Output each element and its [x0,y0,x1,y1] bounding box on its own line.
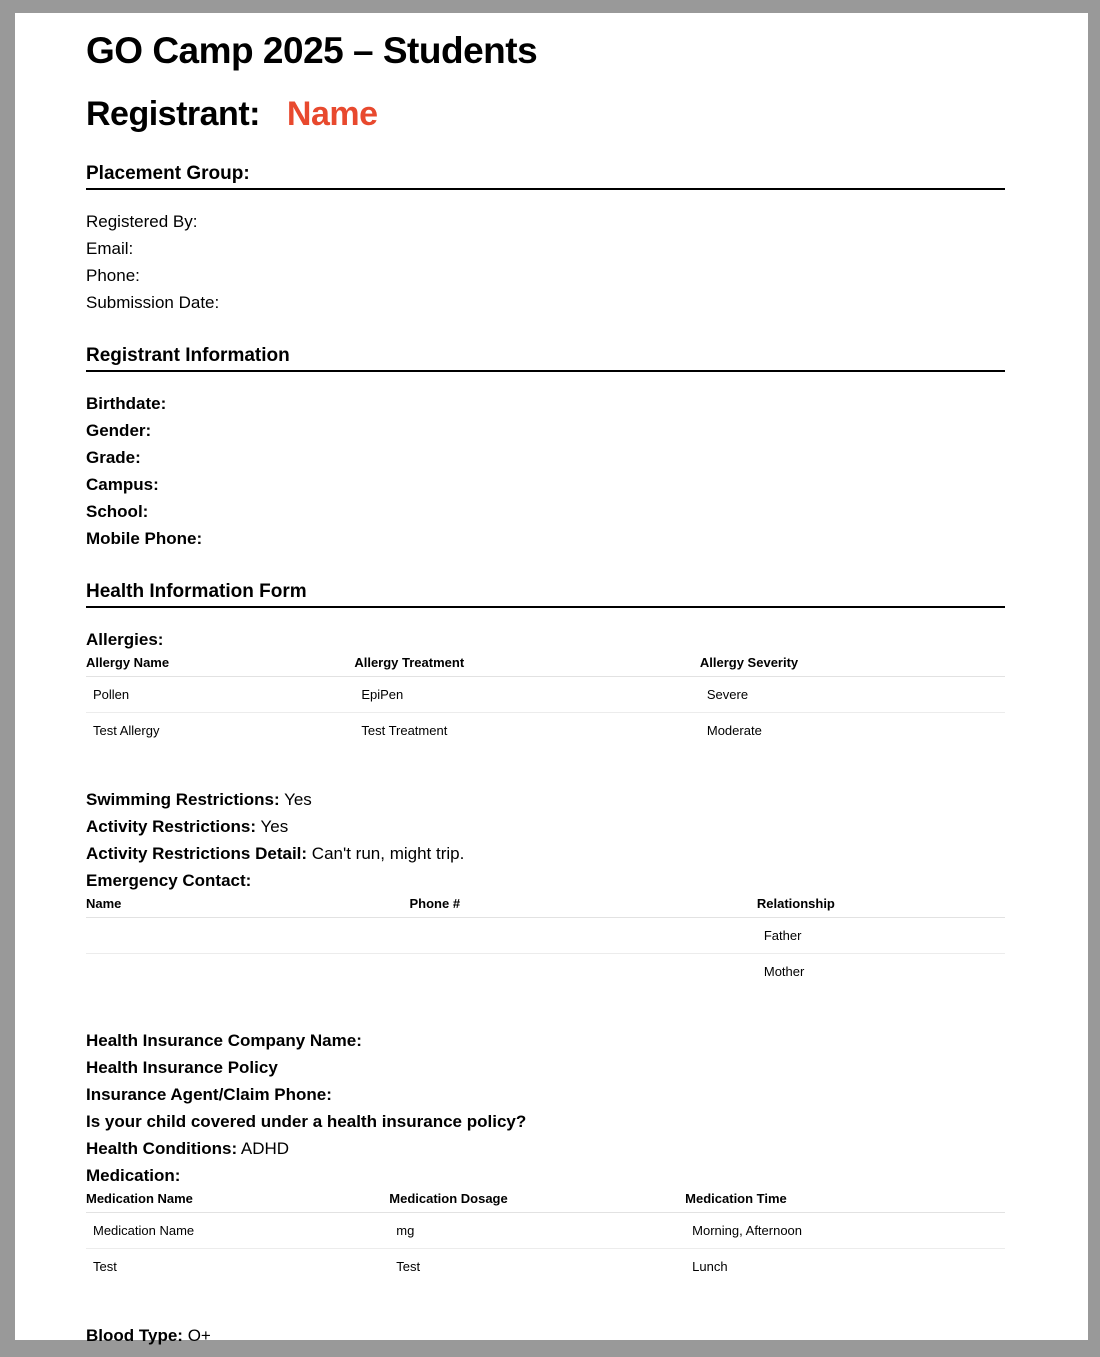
field-value: O+ [187,1325,211,1345]
field-label: Emergency Contact: [86,870,252,890]
field-value: Yes [260,816,289,836]
field-gender [86,417,1005,444]
field-label: Phone: [86,265,140,285]
registrant-info-fields [86,390,1005,552]
table-cell: EpiPen [361,686,404,702]
page-title: GO Camp 2025 – Students [86,30,538,71]
field-label: Health Insurance Company Name: [86,1030,362,1050]
table-row [86,917,1005,953]
column-header-phone: Phone # [409,896,756,918]
field-mobile-phone [86,525,1005,552]
field-label: Mobile Phone: [86,528,203,548]
blood-type-row [86,1322,1005,1349]
column-header-medication-name: Medication Name [86,1191,389,1213]
document-page [15,13,1088,1345]
field-health-conditions [86,1135,1005,1162]
field-swimming-restrictions [86,786,1005,813]
column-header-medication-time: Medication Time [685,1191,1005,1213]
field-campus [86,471,1005,498]
field-label: Grade: [86,447,141,467]
table-cell: Pollen [93,686,130,702]
field-insurance-covered-question [86,1108,1005,1135]
field-email [86,235,1005,262]
column-header-medication-dosage: Medication Dosage [389,1191,685,1213]
field-label: Blood Type: [86,1325,183,1345]
table-row [86,1212,1005,1248]
table-cell [409,953,756,989]
field-label: Submission Date: [86,292,220,312]
field-value: Can't run, might trip. [311,843,465,863]
field-activity-restrictions [86,813,1005,840]
table-cell [86,953,409,989]
insurance-fields [86,1027,1005,1189]
table-cell: Lunch [685,1248,1005,1284]
table-header-row [86,655,1005,677]
field-label: Medication: [86,1165,181,1185]
field-phone [86,262,1005,289]
field-label: Activity Restrictions: [86,816,257,836]
field-label: Campus: [86,474,159,494]
column-header-relationship: Relationship [757,896,1005,918]
emergency-contact-label [86,867,1005,894]
field-label: Health Conditions: [86,1138,238,1158]
table-row [86,712,1005,748]
field-submission-date [86,289,1005,316]
field-registered-by [86,208,1005,235]
table-cell: mg [396,1222,415,1238]
field-label: Gender: [86,420,152,440]
restriction-fields [86,786,1005,894]
field-label: Allergies: [86,629,164,649]
allergies-label-row [86,626,1005,653]
field-label: Is your child covered under a health insurance policy? [86,1111,527,1131]
field-label: Swimming Restrictions: [86,789,280,809]
allergies-label [86,626,1005,653]
table-cell: Father [763,927,802,943]
field-grade [86,444,1005,471]
table-cell: Test [389,1248,685,1284]
column-header-name: Name [86,896,409,918]
table-cell: Moderate [700,712,1005,748]
registrant-name: Name [286,94,378,133]
table-cell: Mother [757,953,1005,989]
field-birthdate [86,390,1005,417]
field-label: Birthdate: [86,393,167,413]
table-cell: Severe [706,686,749,702]
table-cell: Test [86,1248,389,1284]
field-value: Yes [284,789,312,809]
medication-table [86,1191,1005,1284]
allergies-table [86,655,1005,748]
section-heading-registrant-information: Registrant Information [86,346,1005,372]
registrant-label: Registrant: [86,94,260,133]
field-activity-restrictions-detail [86,840,1005,867]
table-cell [409,917,756,953]
field-insurance-policy [86,1054,1005,1081]
field-label: Insurance Agent/Claim Phone: [86,1084,332,1104]
emergency-contact-table [86,896,1005,989]
field-insurance-company [86,1027,1005,1054]
field-label: Activity Restrictions Detail: [86,843,308,863]
table-cell: Morning, Afternoon [692,1222,803,1238]
table-header-row [86,896,1005,918]
table-cell: Medication Name [93,1222,195,1238]
placement-fields [86,208,1005,316]
section-heading-placement-group: Placement Group: [86,164,1005,190]
table-row [86,1248,1005,1284]
field-label: Registered By: [86,211,198,231]
section-heading-health-information: Health Information Form [86,582,1005,608]
registrant-line [86,95,1005,134]
field-value: ADHD [240,1138,290,1158]
field-school [86,498,1005,525]
field-blood-type [86,1322,1005,1349]
medication-label [86,1162,1005,1189]
field-label: Email: [86,238,134,258]
column-header-allergy-severity: Allergy Severity [700,655,1005,677]
field-label: Health Insurance Policy [86,1057,278,1077]
table-row [86,953,1005,989]
table-cell: Test Treatment [354,712,700,748]
column-header-allergy-treatment: Allergy Treatment [354,655,700,677]
table-cell: Test Allergy [86,712,354,748]
column-header-allergy-name: Allergy Name [86,655,354,677]
field-label: School: [86,501,149,521]
field-insurance-agent-phone [86,1081,1005,1108]
table-header-row [86,1191,1005,1213]
table-row [86,676,1005,712]
table-cell [86,917,409,953]
